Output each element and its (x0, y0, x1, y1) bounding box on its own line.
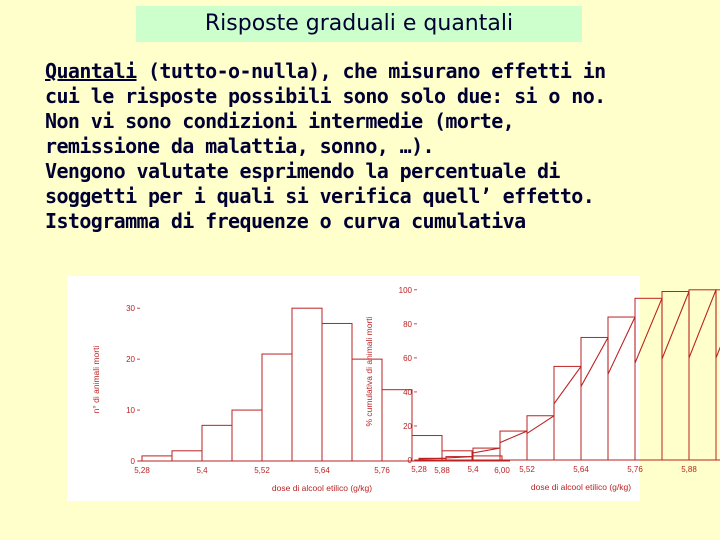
chart2-x-tick-label: 5,76 (627, 465, 643, 474)
body-line-4: remissione da malattia, sonno, …). (45, 134, 434, 158)
chart1-x-axis-label: dose di alcool etilico (g/kg) (271, 483, 373, 493)
chart2-y-tick-label: 40 (403, 387, 412, 397)
chart1-x-tick-label: 5,64 (314, 466, 330, 475)
chart2-bar (635, 298, 662, 460)
chart1-y-axis-label: n° di animali morti (91, 345, 101, 414)
chart2-y-tick-label: 100 (398, 285, 412, 295)
chart2-bar (473, 448, 500, 460)
body-line-3: Non vi sono condizioni intermedie (morte, (45, 109, 515, 133)
chart1-bar (292, 308, 322, 461)
chart-figure (67, 276, 697, 501)
body-line-1-rest: (tutto-o-nulla), che misurano effetti in (136, 59, 606, 83)
body-line-7: Istogramma di frequenze o curva cumulativa (45, 209, 526, 233)
chart2-y-tick-label: 20 (403, 421, 412, 431)
chart2-y-axis-label: % cumulativa di animali morti (364, 316, 374, 427)
chart2-x-tick-label: 5,88 (681, 465, 697, 474)
chart2-cumulative-curve (419, 290, 720, 459)
chart1-y-tick-label: 10 (126, 406, 135, 416)
chart2-y-tick-label: 0 (407, 456, 412, 465)
chart2-x-tick-label: 5,4 (467, 465, 479, 474)
chart1-bar (172, 451, 202, 461)
chart1-y-tick-label: 30 (126, 304, 135, 314)
chart2-y-tick-label: 80 (403, 319, 412, 329)
chart2-x-axis-label: dose di alcool etilico (g/kg) (530, 482, 632, 492)
chart1-y-tick-label: 0 (130, 457, 135, 466)
chart2-bar (527, 416, 554, 460)
chart2-bar (554, 366, 581, 460)
chart1-x-tick-label: 5,52 (254, 466, 270, 475)
chart2-bar (716, 290, 720, 460)
chart1-x-tick-label: 5,4 (196, 466, 208, 475)
chart2-bar (689, 290, 716, 460)
slide-title: Risposte graduali e quantali (136, 6, 582, 42)
chart1-x-tick-label: 5,28 (134, 466, 150, 475)
chart2-x-tick-label: 5,52 (519, 465, 535, 474)
chart2-x-tick-label: 5,28 (411, 465, 427, 474)
slide-body-text (45, 59, 715, 234)
chart2-bar (662, 292, 689, 460)
chart1-bar (412, 436, 442, 461)
chart1-x-tick-label: 5,88 (434, 466, 450, 475)
chart2-bar (500, 431, 527, 460)
chart2-y-tick-label: 60 (403, 353, 412, 363)
body-line-2: cui le risposte possibili sono solo due: si o no. (45, 84, 606, 108)
chart1-bar (262, 354, 292, 461)
body-line-5: Vengono valutate esprimendo la percentuale di (45, 159, 560, 183)
chart1-bar (202, 425, 232, 461)
chart1-x-tick-label: 6,00 (494, 466, 510, 475)
chart1-x-tick-label: 5,76 (374, 466, 390, 475)
histograms-svg (67, 276, 697, 501)
chart1-bar (142, 456, 172, 461)
chart1-y-tick-label: 20 (126, 355, 135, 365)
chart1-bar (322, 323, 352, 461)
quantali-term: Quantali (45, 59, 137, 83)
chart1-bar (232, 410, 262, 461)
body-line-6: soggetti per i quali si verifica quell’ effetto. (45, 184, 595, 208)
histogram-frequency (91, 304, 510, 493)
chart2-bar (608, 317, 635, 460)
chart2-bar (581, 337, 608, 460)
body-line-1 (45, 59, 715, 84)
chart2-x-tick-label: 5,64 (573, 465, 589, 474)
